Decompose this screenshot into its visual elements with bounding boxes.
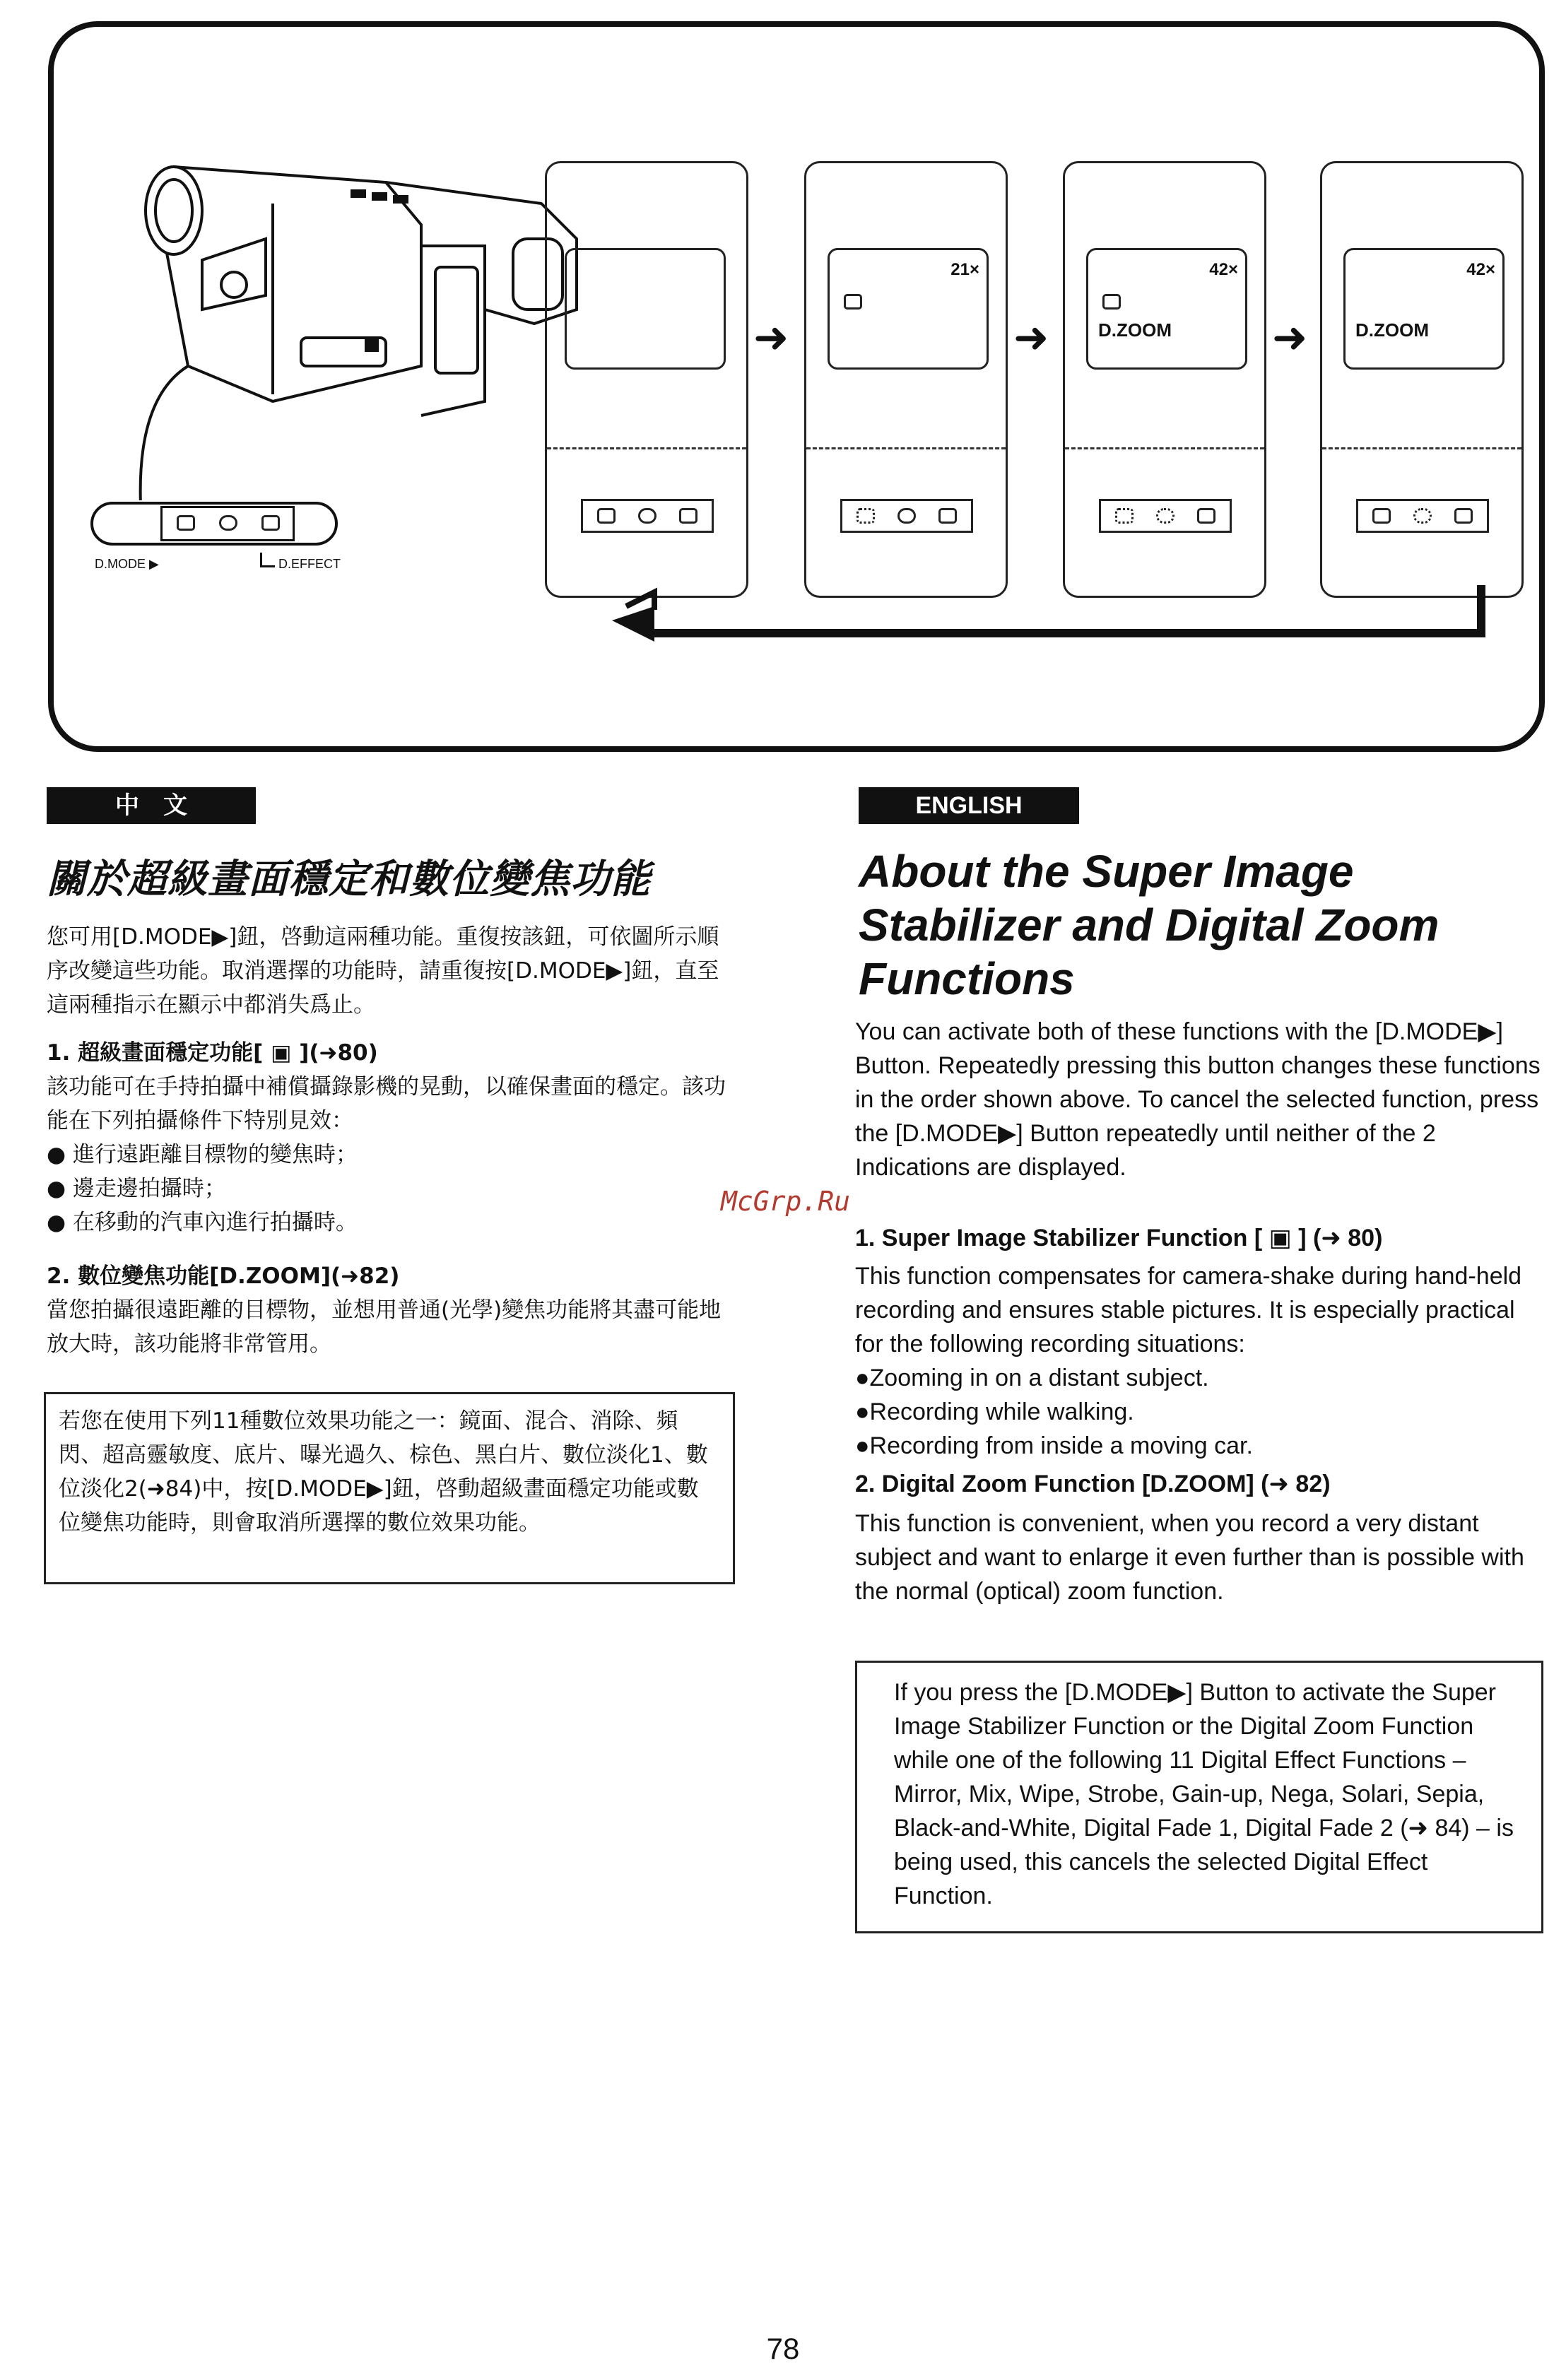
diagram-frame (48, 21, 1545, 752)
button-row (160, 506, 295, 541)
chinese-bullet: ● 在移動的汽車內進行拍攝時。 (47, 1210, 358, 1235)
stabilizer-icon-blinking (1115, 508, 1134, 524)
panel-4 (1320, 161, 1524, 598)
stabilizer-icon[interactable] (177, 515, 195, 531)
chinese-bullet: ● 進行遠距離目標物的變焦時； (47, 1142, 358, 1167)
divider (1322, 447, 1521, 449)
zoom-icon (638, 508, 657, 524)
arrow-right-icon: ➜ (1272, 314, 1308, 361)
chinese-note-box (44, 1392, 735, 1584)
zoom-icon-blinking (1156, 508, 1174, 524)
chinese-item1-body: 該功能可在手持拍攝中補償攝錄影機的晃動，以確保畫面的穩定。該功能在下列拍攝條件下特別見效： (47, 1074, 726, 1133)
d-effect-bracket (260, 553, 275, 567)
english-intro: You can activate both of these functions with the [D.MODE▶] Button. Repeatedly pressing this button changes these functions in the order shown above. To cancel the selected function, press the [D.MODE▶] Button repeatedly until neither of the 2 Indications are displayed. (855, 1018, 1541, 1181)
stabilizer-icon (844, 294, 862, 310)
indicator-row (581, 499, 714, 533)
panel-1 (545, 161, 748, 598)
english-item2-body: This function is convenient, when you record a very distant subject and want to enlarge it even further than is possible with the normal (optical) zoom function. (855, 1510, 1524, 1605)
zoom-readout: 42× (1466, 260, 1495, 279)
english-title: About the Super Image Stabilizer and Digital Zoom Functions (859, 846, 1440, 1004)
english-note-box (855, 1661, 1543, 1933)
zoom-icon-blinking (1413, 508, 1432, 524)
zoom-icon (897, 508, 916, 524)
english-tag: ENGLISH (859, 787, 1079, 824)
zoom-icon[interactable] (219, 515, 237, 531)
effect-icon[interactable] (261, 515, 280, 531)
divider (547, 447, 746, 449)
english-note: If you press the [D.MODE▶] Button to activate the Super Image Stabilizer Function or the Digital Zoom Function while one of the following 11 Digital Effect Functions – Mirror, Mix, Wipe, Strobe, Gain-up, Nega, Solari, Sepia, Black-and-White, Digital Fade 1, Digital Fade 2 (➜ 84) – is being used, this cancels the selected Digital Effect Function. (894, 1679, 1514, 1909)
camcorder-illustration (89, 133, 598, 500)
viewfinder-screen (1086, 248, 1247, 370)
stabilizer-icon (1372, 508, 1391, 524)
d-mode-label: D.MODE ▶ (95, 557, 159, 571)
chinese-bullet: ● 邊走邊拍攝時； (47, 1176, 226, 1201)
divider (1065, 447, 1264, 449)
english-item1-body: This function compensates for camera-shake during hand-held recording and ensures stable pictures. It is especially practical for the following recording situations: (855, 1263, 1522, 1357)
indicator-row (1099, 499, 1232, 533)
effect-icon (938, 508, 957, 524)
zoom-readout: 21× (950, 260, 979, 279)
dzoom-readout: D.ZOOM (1355, 319, 1429, 341)
chinese-note: 若您在使用下列11種數位效果功能之一：鏡面、混合、消除、頻閃、超高靈敏度、底片、曝光過久、棕色、黑白片、數位淡化1、數位淡化2(➜84)中，按[D.MODE▶]鈕，啓動超級畫面穩定功能或數位變焦功能時，則會取消所選擇的數位效果功能。 (59, 1408, 708, 1536)
arrow-right-icon: ➜ (1013, 314, 1049, 361)
viewfinder-screen (1343, 248, 1505, 370)
d-effect-label: D.EFFECT (278, 557, 341, 571)
panel-3 (1063, 161, 1266, 598)
panel-2 (804, 161, 1008, 598)
effect-icon (1454, 508, 1473, 524)
dzoom-readout: D.ZOOM (1098, 319, 1172, 341)
arrow-right-icon: ➜ (753, 314, 789, 361)
viewfinder-screen (828, 248, 989, 370)
zoom-readout: 42× (1209, 260, 1238, 279)
chinese-tag: 中 文 (47, 787, 256, 824)
watermark: McGrp.Ru (721, 1186, 851, 1217)
button-strip (90, 502, 338, 546)
english-item2-head: 2. Digital Zoom Function [D.ZOOM] (➜ 82) (855, 1471, 1331, 1497)
stabilizer-icon (597, 508, 616, 524)
chinese-item2-body: 當您拍攝很遠距離的目標物，並想用普通(光學)變焦功能將其盡可能地放大時，該功能將非常管用。 (47, 1297, 722, 1357)
chinese-item2-head: 2. 數位變焦功能[D.ZOOM](➜82) (47, 1263, 400, 1289)
indicator-row (1356, 499, 1489, 533)
page-number: 78 (766, 2332, 800, 2365)
english-bullet: ●Zooming in on a distant subject. (855, 1365, 1209, 1391)
effect-icon (1197, 508, 1215, 524)
english-item1-head: 1. Super Image Stabilizer Function [ ▣ ] (➜ 80) (855, 1225, 1383, 1251)
chinese-intro: 您可用[D.MODE▶]鈕，啓動這兩種功能。重復按該鈕，可依圖所示順序改變這些功能。取消選擇的功能時，請重復按[D.MODE▶]鈕，直至這兩種指示在顯示中都消失爲止。 (47, 924, 719, 1018)
indicator-row (840, 499, 973, 533)
english-bullet: ●Recording from inside a moving car. (855, 1432, 1253, 1459)
chinese-title: 關於超級畫面穩定和數位變焦功能 (47, 856, 651, 902)
stabilizer-icon-blinking (856, 508, 875, 524)
stabilizer-icon (1102, 294, 1121, 310)
divider (806, 447, 1006, 449)
return-arrow-icon (605, 578, 1495, 649)
viewfinder-screen (565, 248, 726, 370)
chinese-item1-head: 1. 超級畫面穩定功能[ ▣ ](➜80) (47, 1040, 378, 1066)
english-bullet: ●Recording while walking. (855, 1398, 1134, 1425)
effect-icon (679, 508, 697, 524)
